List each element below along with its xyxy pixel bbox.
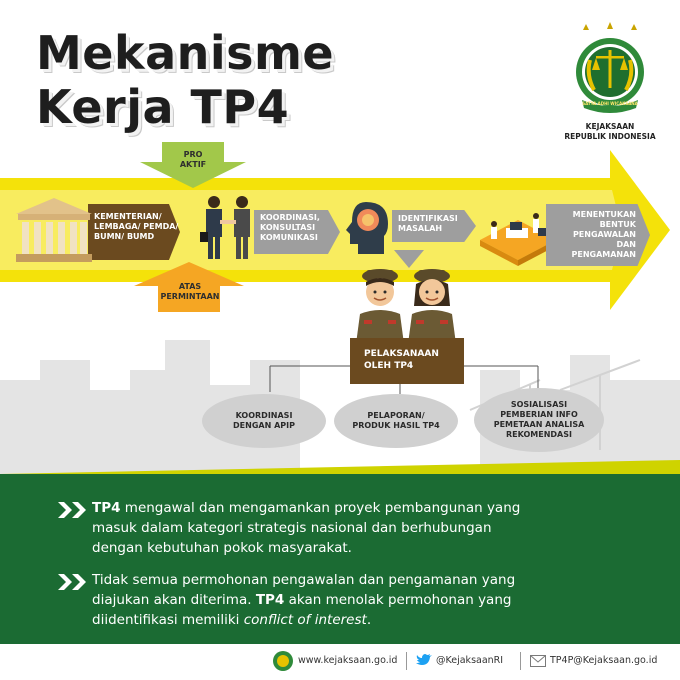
oval-koordinasi-apip-text: KOORDINASI DENGAN APIP	[233, 411, 295, 430]
pelaksanaan-line-2: OLEH TP4	[364, 361, 414, 371]
step-identifikasi-line-1: IDENTIFIKASI	[398, 214, 458, 223]
paragraph-1-line-2: masuk dalam kategori strategis nasional dan berhubungan	[92, 520, 492, 536]
step-identifikasi-text	[398, 214, 458, 234]
footer-separator	[406, 652, 407, 670]
paragraph-1-bold-tp4: TP4	[92, 500, 121, 516]
step-koordinasi-text	[260, 213, 320, 243]
pro-aktif-line-2: AKTIF	[179, 160, 207, 169]
step-kementerian-text	[94, 212, 178, 242]
oval-sosialisasi-text: SOSIALISASI PEMBERIAN INFO PEMETAAN ANALISA REKOMENDASI	[493, 400, 585, 439]
title-line-1: Mekanisme	[36, 26, 335, 80]
twitter-handle-link[interactable]: @KejaksaanRI	[436, 655, 504, 666]
twitter-icon	[416, 653, 432, 667]
oval-sosialisasi	[474, 388, 604, 452]
website-link[interactable]: www.kejaksaan.go.id	[298, 655, 398, 666]
logo-caption	[560, 122, 660, 142]
step-menentukan-line-2: BENTUK	[599, 220, 636, 229]
paragraph-2-line-3-post: .	[366, 612, 372, 628]
kejaksaan-logo	[568, 20, 652, 120]
step-menentukan-text	[556, 210, 636, 260]
email-link[interactable]: TP4P@Kejaksaan.go.id	[550, 655, 658, 666]
atas-permintaan-label	[150, 282, 230, 302]
step-menentukan-line-1: MENENTUKAN	[572, 210, 636, 219]
paragraph-2-line-1: Tidak semua permohonan pengawalan dan pengamanan yang	[92, 572, 516, 588]
pro-aktif-label	[168, 150, 218, 170]
paragraph-1-line-1-text: mengawal dan mengamankan proyek pembangunan yang	[120, 500, 521, 516]
step-kementerian-line-3: BUMN/ BUMD	[94, 232, 155, 241]
step-koordinasi-line-1: KOORDINASI,	[260, 213, 320, 222]
step-menentukan-line-3: PENGAWALAN	[572, 230, 636, 239]
paragraph-1-line-3: dengan kebutuhan pokok masyarakat.	[92, 540, 352, 556]
paragraph-2	[92, 570, 652, 630]
handshake-people-icon	[196, 192, 260, 264]
logo-caption-line-2: REPUBLIK INDONESIA	[564, 132, 656, 141]
step-kementerian-line-1: KEMENTERIAN/	[94, 212, 162, 221]
step-menentukan-line-4: DAN PENGAMANAN	[571, 240, 636, 259]
step-koordinasi-line-2: KONSULTASI	[260, 223, 316, 232]
email-envelope-icon	[530, 655, 546, 667]
logo-caption-line-1: KEJAKSAAN	[585, 122, 635, 131]
footer-separator	[520, 652, 521, 670]
atas-permintaan-line-1: ATAS	[178, 282, 202, 291]
step-identifikasi-line-2: MASALAH	[398, 224, 443, 233]
step-koordinasi-line-3: KOMUNIKASI	[260, 233, 318, 242]
paragraph-2-line-2-pre: diajukan akan diterima.	[92, 592, 256, 608]
emblem-motto: SATYA ADHI WICAKSANA	[582, 101, 638, 106]
paragraph-1	[92, 498, 652, 558]
paragraph-2-line-2	[92, 590, 652, 610]
brain-head-icon	[344, 200, 392, 256]
paragraph-2-line-3	[92, 610, 652, 630]
atas-permintaan-line-2: PERMINTAAN	[160, 292, 220, 301]
prosecutors-illustration	[352, 262, 462, 344]
government-building-icon	[14, 196, 94, 264]
paragraph-1-line-1	[92, 498, 652, 518]
paragraph-2-line-3-pre: diidentifikasi memiliki	[92, 612, 244, 628]
pelaksanaan-line-1: PELAKSANAAN	[364, 349, 439, 359]
paragraph-2-italic-conflict: conflict of interest	[243, 612, 367, 628]
double-chevron-icon	[58, 502, 88, 518]
oval-pelaporan	[334, 394, 458, 448]
paragraph-2-line-2-post: akan menolak permohonan yang	[284, 592, 512, 608]
oval-koordinasi-apip	[202, 394, 326, 448]
pro-aktif-line-1: PRO	[183, 150, 203, 159]
oval-pelaporan-text: PELAPORAN/ PRODUK HASIL TP4	[352, 411, 440, 430]
paragraph-2-bold-tp4: TP4	[255, 592, 285, 608]
step-kementerian-line-2: LEMBAGA/ PEMDA/	[94, 222, 179, 231]
title-line-2: Kerja TP4	[36, 80, 290, 134]
kejaksaan-small-logo-icon	[272, 650, 294, 672]
double-chevron-icon	[58, 574, 88, 590]
